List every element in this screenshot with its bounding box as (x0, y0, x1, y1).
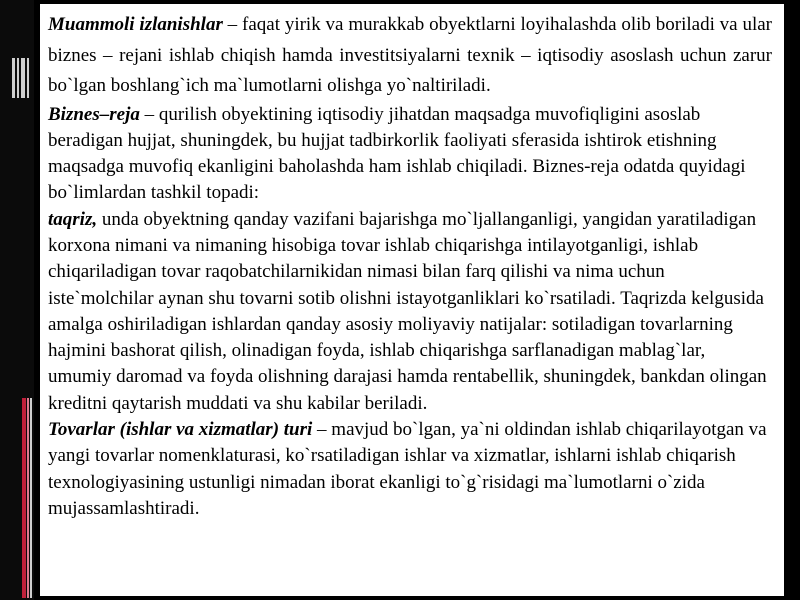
term-biznes-reja: Biznes–reja (48, 103, 140, 125)
decorative-side-strip (0, 0, 34, 600)
paragraph-body: – faqat yirik va murakkab obyektlarni loyihalashda olib boriladi va ular biznes – rejani ishlab chiqish hamda investitsiyalarni texnik – iqtisodiy asoslash uchun zarur bo`lgan boshlang`ich ma`lumotlarni olishga yo`naltiriladi. (48, 14, 772, 96)
paragraph-biznes-reja (48, 102, 772, 207)
paragraph-tovarlar-turi (48, 417, 772, 522)
text-panel (40, 4, 784, 596)
decorative-stripes-bottom (0, 398, 34, 598)
paragraph-body: – mavjud bo`lgan, ya`ni oldindan ishlab chiqarilayotgan va yangi tovarlar nomenklaturasi, ko`rsatiladigan ishlar va xizmatlar, ishlarni ishlab chiqarish texnologiyasining ustunligi nimadan iborat ekanligi to`g`risidagi ma`lumotlarni o`zida mujassamlashtiradi. (48, 419, 767, 519)
term-tovarlar-turi: Tovarlar (ishlar va xizmatlar) turi (48, 419, 313, 441)
paragraph-body: unda obyektning qanday vazifani bajarishga mo`ljallanganligi, yangidan yaratiladigan korxona nimani va nimaning hisobiga tovar ishlab chiqarishga intilayotganligi, ishlab chiqariladigan tovar raqobatchilarnikidan nimasi bilan farq qilishi va nima uchun iste`molchilar aynan shu tovarni sotib olishni istayotganliklari ko`rsatiladi. Taqrizda kelgusida amalga oshiriladigan ishlardan qanday asosiy moliyaviy natijalar: sotiladigan tovarlarning hajmini bashorat qilish, olinadigan foyda, ishlab chiqarishga sarflanadigan mablag`lar, umumiy daromad va foyda olishning darajasi hamda rentabellik, shuningdek, bankdan olingan kreditni qaytarish muddati va shu kabilar beriladi. (48, 208, 767, 414)
paragraph-body: – qurilish obyektining iqtisodiy jihatdan maqsadga muvofiqligini asoslab beradigan hujjat, shuningdek, bu hujjat tadbirkorlik faoliyati sferasida ishtirok etishning maqsadga muvofiq ekanligini baholashda ham ishlab chiqiladi. Biznes-reja odatda quyidagi bo`limlardan tashkil topadi: (48, 103, 746, 204)
term-muammoli-izlanishlar: Muammoli izlanishlar (48, 14, 223, 35)
term-taqriz: taqriz, (48, 208, 98, 230)
decorative-stripes-top (0, 58, 34, 98)
paragraph-muammoli-izlanishlar (48, 10, 772, 102)
paragraph-taqriz (48, 207, 772, 417)
